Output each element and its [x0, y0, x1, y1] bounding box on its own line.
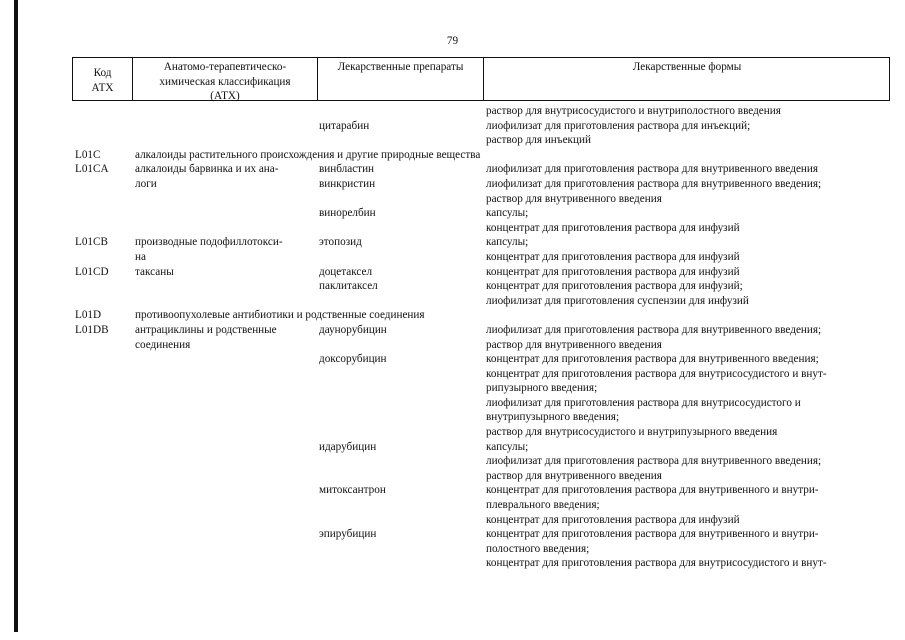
- dosage-form: концентрат для приготовления раствора для инфузий;: [486, 280, 743, 293]
- table-row: [0, 221, 905, 236]
- atc-code: L01DB: [75, 323, 109, 336]
- drug-name: идарубицин: [319, 440, 377, 453]
- table-body: [0, 104, 905, 571]
- atc-code: L01CD: [75, 265, 109, 278]
- atc-classification: противоопухолевые антибиотики и родственные соединения: [135, 309, 425, 322]
- drug-name: паклитаксел: [319, 280, 378, 293]
- table-row: [0, 527, 905, 542]
- dosage-form: раствор для внутривенного введения: [486, 338, 662, 351]
- table-header: [72, 57, 890, 101]
- dosage-form: капсулы;: [486, 440, 529, 453]
- table-row: [0, 265, 905, 280]
- table-row: [0, 323, 905, 338]
- atc-classification: таксаны: [135, 265, 174, 278]
- table-row: [0, 542, 905, 557]
- header-classification: [132, 58, 317, 103]
- table-row: [0, 454, 905, 469]
- atc-code: L01CB: [75, 236, 108, 249]
- drug-name: митоксантрон: [319, 484, 386, 497]
- dosage-form: лиофилизат для приготовления раствора для внутрисосудистого и: [486, 396, 801, 409]
- drug-name: винбластин: [319, 163, 375, 176]
- dosage-form: капсулы;: [486, 236, 529, 249]
- dosage-form: концентрат для приготовления раствора для внутрисосудистого и внут-: [486, 557, 827, 570]
- atc-classification: на: [135, 250, 146, 263]
- dosage-form: лиофилизат для приготовления раствора для внутривенного введения: [486, 163, 819, 176]
- table-row: [0, 352, 905, 367]
- table-row: [0, 396, 905, 411]
- drug-name: винкристин: [319, 177, 376, 190]
- table-row: [0, 104, 905, 119]
- drug-name: эпирубицин: [319, 528, 377, 541]
- atc-code: L01D: [75, 309, 102, 322]
- table-row: [0, 338, 905, 353]
- table-row: [0, 367, 905, 382]
- dosage-form: концентрат для приготовления раствора для внутривенного введения;: [486, 353, 819, 366]
- table-row: [0, 556, 905, 571]
- table-row: [0, 192, 905, 207]
- dosage-form: раствор для внутривенного введения: [486, 469, 662, 482]
- table-row: [0, 133, 905, 148]
- dosage-form: лиофилизат для приготовления раствора для инъекций;: [486, 119, 751, 132]
- table-row: [0, 279, 905, 294]
- atc-classification: алкалоиды барвинка и их ана-: [135, 163, 279, 176]
- dosage-form: раствор для внутрисосудистого и внутриполостного введения: [486, 105, 781, 117]
- atc-classification: соединения: [135, 338, 191, 351]
- header-drugs: [317, 58, 483, 100]
- table-row: [0, 177, 905, 192]
- drug-name: цитарабин: [319, 119, 370, 132]
- table-row: [0, 410, 905, 425]
- table-row: [0, 148, 905, 163]
- dosage-form: полостного введения;: [486, 542, 590, 555]
- drug-name: доцетаксел: [319, 265, 373, 278]
- table-row: [0, 513, 905, 528]
- header-line: химическая классификация: [159, 75, 291, 88]
- dosage-form: концентрат для приготовления раствора для инфузий: [486, 221, 740, 234]
- dosage-form: концентрат для приготовления раствора для инфузий: [486, 250, 740, 263]
- table-row: [0, 250, 905, 265]
- page-number: 79: [446, 35, 459, 47]
- dosage-form: рипузырного введения;: [486, 382, 598, 395]
- dosage-form: лиофилизат для приготовления раствора для внутривенного введения;: [486, 455, 822, 468]
- table-row: [0, 162, 905, 177]
- header-code: [73, 58, 132, 100]
- dosage-form: концентрат для приготовления раствора для инфузий: [486, 513, 740, 526]
- dosage-form: лиофилизат для приготовления суспензии для инфузий: [486, 294, 749, 307]
- dosage-form: плеврального введения;: [486, 499, 600, 512]
- header-line: Код: [93, 67, 112, 79]
- atc-code: L01C: [75, 148, 101, 161]
- header-forms: [483, 58, 890, 100]
- dosage-form: концентрат для приготовления раствора для внутрисосудистого и внут-: [486, 367, 827, 380]
- header-line: Лекарственные препараты: [337, 61, 464, 73]
- table-row: [0, 469, 905, 484]
- table-row: [0, 294, 905, 309]
- table-row: [0, 440, 905, 455]
- header-line: АТХ: [91, 81, 114, 94]
- dosage-form: лиофилизат для приготовления раствора для внутривенного введения;: [486, 323, 822, 336]
- table-row: [0, 381, 905, 396]
- table-row: [0, 425, 905, 440]
- dosage-form: концентрат для приготовления раствора для инфузий: [486, 265, 740, 278]
- table-row: [0, 235, 905, 250]
- atc-classification: производные подофиллотокси-: [135, 236, 283, 249]
- atc-classification: антрациклины и родственные: [135, 323, 277, 336]
- drug-name: винорелбин: [319, 207, 376, 220]
- table-row: [0, 483, 905, 498]
- header-line: Лекарственные формы: [632, 61, 742, 73]
- table-row: [0, 206, 905, 221]
- atc-classification: логи: [135, 177, 157, 190]
- table-row: [0, 308, 905, 323]
- dosage-form: внутрипузырного введения;: [486, 411, 620, 424]
- header-line: (АТХ): [210, 90, 240, 103]
- atc-code: L01CA: [75, 163, 109, 176]
- dosage-form: раствор для инъекций: [486, 134, 591, 147]
- dosage-form: концентрат для приготовления раствора для внутривенного и внутри-: [486, 528, 819, 541]
- atc-classification: алкалоиды растительного происхождения и другие природные вещества: [135, 148, 481, 161]
- dosage-form: раствор для внутрисосудистого и внутрипузырного введения: [486, 426, 778, 439]
- header-line: Анатомо-терапевтическо-: [163, 61, 287, 73]
- table-row: [0, 498, 905, 513]
- drug-name: этопозид: [319, 236, 362, 249]
- drug-name: даунорубицин: [319, 323, 387, 336]
- dosage-form: раствор для внутривенного введения: [486, 192, 662, 205]
- dosage-form: лиофилизат для приготовления раствора для внутривенного введения;: [486, 177, 822, 190]
- dosage-form: капсулы;: [486, 207, 529, 220]
- table-row: [0, 119, 905, 134]
- dosage-form: концентрат для приготовления раствора для внутривенного и внутри-: [486, 484, 819, 497]
- drug-name: доксорубицин: [319, 353, 387, 366]
